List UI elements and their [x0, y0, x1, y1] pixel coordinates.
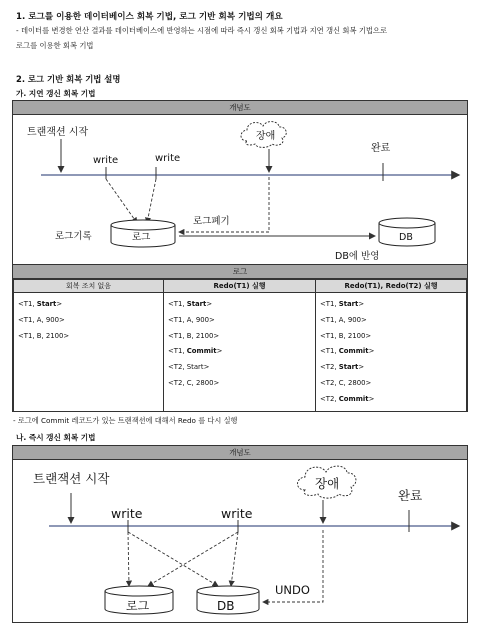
log-discard-label: 로그폐기 — [193, 216, 230, 227]
subsection-deferred-title: 가. 지연 갱신 회복 기법 — [16, 89, 96, 98]
log-entry: <T1, Start> — [320, 300, 365, 308]
log-entry: <T1, A, 900> — [320, 315, 367, 324]
log-column-redo-t1-t2 — [316, 293, 467, 412]
log-column-redo-t1 — [164, 293, 316, 412]
section1-desc-line1: - 데이터를 변경한 연산 결과를 데이터베이스에 반영하는 시점에 따라 즉시 갱신 회복 기법과 지연 갱신 회복 기법으로 — [16, 26, 388, 35]
log-entry: <T1, A, 900> — [18, 315, 65, 324]
log-table-header: 로그 — [13, 265, 467, 279]
immediate-diagram-canvas — [13, 460, 467, 623]
log-label: 로그 — [126, 599, 150, 613]
undo-label: UNDO — [275, 583, 310, 597]
log-entry: <T1, B, 2100> — [18, 331, 70, 340]
complete-label: 완료 — [398, 488, 423, 503]
log-entry: <T2, C, 2800> — [320, 378, 372, 387]
log-entry: <T1, Start> — [18, 300, 63, 308]
section1-title: 1. 로그를 이용한 데이터베이스 회복 기법, 로그 기반 회복 기법의 개요 — [16, 12, 283, 22]
db-label: DB — [399, 232, 413, 243]
write1-label: write — [93, 155, 119, 166]
log-entry: <T1, B, 2100> — [168, 331, 220, 340]
log-entry: <T1, Commit> — [168, 347, 223, 356]
write1-to-log-arrow — [106, 179, 137, 223]
failure-label: 장애 — [256, 131, 276, 142]
write1-to-log-arrow — [128, 532, 129, 586]
write2-label: write — [155, 153, 181, 164]
section1-desc-line2: 로그를 이용한 회복 기법 — [16, 41, 94, 50]
log-entry: <T1, A, 900> — [168, 315, 215, 324]
write1-label: write — [111, 506, 143, 521]
log-entry: <T2, C, 2800> — [168, 378, 220, 387]
log-label: 로그 — [132, 232, 151, 243]
write2-to-log-arrow — [148, 532, 238, 586]
failure-label: 장애 — [315, 476, 340, 491]
db-apply-label: DB에 반영 — [335, 251, 380, 262]
write2-to-db-arrow — [231, 532, 238, 586]
section1-description — [16, 23, 471, 53]
log-entry: <T2, Start> — [168, 363, 210, 372]
log-entry: <T1, Start> — [168, 300, 213, 308]
immediate-update-diagram — [12, 445, 468, 623]
deferred-update-diagram — [12, 100, 468, 265]
write2-to-log-arrow — [147, 179, 156, 223]
log-record-label: 로그기록 — [55, 231, 92, 242]
diagram-header: 개념도 — [13, 446, 467, 460]
write1-to-db-arrow — [128, 532, 218, 586]
log-entry: <T1, Commit> — [320, 347, 375, 356]
log-entry: <T1, B, 2100> — [320, 331, 372, 340]
column-header-redo-t1: Redo(T1) 실행 — [164, 280, 316, 293]
log-entry: <T2, Start> — [320, 363, 365, 372]
log-table-panel — [12, 265, 468, 412]
column-header-no-recovery: 회복 조치 없음 — [14, 280, 164, 293]
log-table — [13, 279, 467, 412]
log-column-no-recovery — [14, 293, 164, 412]
complete-label: 완료 — [371, 143, 391, 154]
deferred-diagram-canvas — [13, 115, 467, 265]
tx-start-label: 트랜잭션 시작 — [33, 471, 110, 486]
tx-start-label: 트랜잭션 시작 — [27, 127, 89, 138]
write2-label: write — [221, 506, 253, 521]
section2-title: 2. 로그 기반 회복 기법 설명 — [16, 74, 121, 84]
db-label: DB — [217, 599, 235, 613]
redo-note: - 로그에 Commit 레코드가 있는 트랜잭션에 대해서 Redo 를 다시 실행 — [13, 416, 238, 425]
log-entry: <T2, Commit> — [320, 394, 375, 403]
column-header-redo-t1-t2: Redo(T1), Redo(T2) 실행 — [316, 280, 467, 293]
diagram-header: 개념도 — [13, 101, 467, 115]
subsection-immediate-title: 나. 즉시 갱신 회복 기법 — [16, 433, 96, 442]
